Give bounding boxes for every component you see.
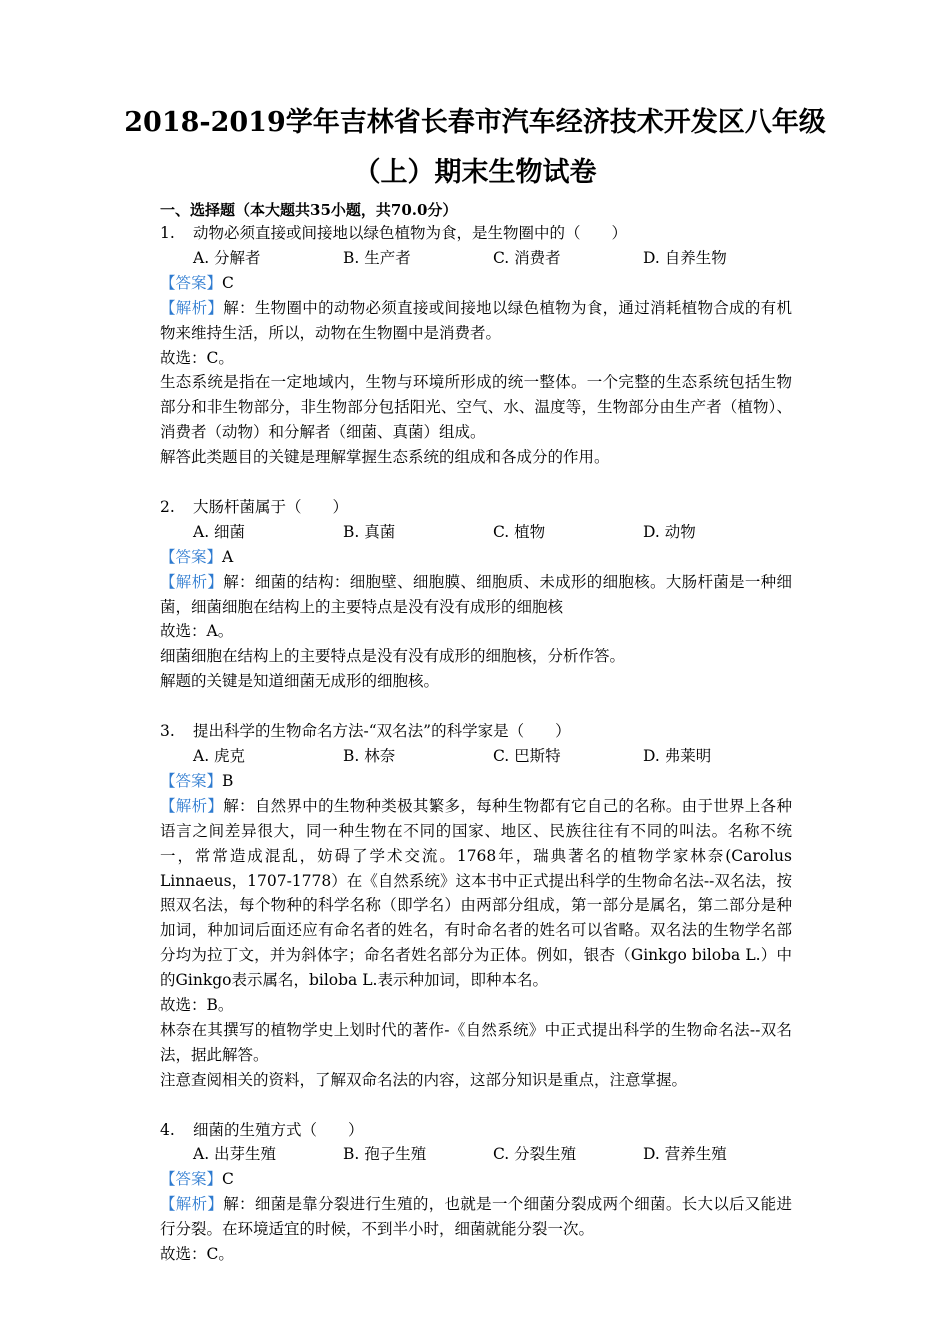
answer-tag: 【答案】 bbox=[160, 273, 223, 292]
answer-option: C. 分裂生殖 bbox=[493, 1145, 577, 1164]
answer-value: B bbox=[222, 771, 234, 790]
section-heading: 一、选择题（本大题共35小题，共70.0分） bbox=[160, 201, 458, 219]
choice-line: 故选：A。 bbox=[160, 622, 234, 641]
analysis-text: 解：细菌是靠分裂进行生殖的，也就是一个细菌分裂成两个细菌。长大以后又能进行分裂。在环境适宜的时候，不到半小时，细菌就能分裂一次。 bbox=[160, 1195, 792, 1239]
note-paragraph: 林奈在其撰写的植物学史上划时代的著作-《自然系统》中正式提出科学的生物命名法--双名法，据此解答。 bbox=[160, 1020, 792, 1064]
answer-option: D. 自养生物 bbox=[643, 248, 727, 267]
answer-option: A. 虎克 bbox=[193, 747, 246, 765]
note-paragraph: 解答此类题目的关键是理解掌握生态系统的组成和各成分的作用。 bbox=[160, 448, 610, 467]
answer-option: A. 细菌 bbox=[193, 522, 246, 541]
answer-option: C. 巴斯特 bbox=[493, 747, 561, 765]
answer-tag: 【答案】 bbox=[160, 1170, 223, 1189]
question-number: 2. bbox=[160, 497, 175, 516]
page-title-line-1: 2018-2019学年吉林省长春市汽车经济技术开发区八年级 bbox=[124, 107, 826, 138]
option-row bbox=[160, 520, 792, 545]
analysis-text: 解：细菌的结构：细胞壁、细胞膜、细胞质、未成形的细胞核。大肠杆菌是一种细菌，细菌细胞在结构上的主要特点是没有没有成形的细胞核 bbox=[160, 572, 792, 616]
question-number: 3. bbox=[160, 722, 175, 741]
note-paragraph: 解题的关键是知道细菌无成形的细胞核。 bbox=[160, 672, 440, 691]
answer-line bbox=[160, 271, 792, 296]
answer-line bbox=[160, 545, 792, 570]
question-text: 细菌的生殖方式（ ） bbox=[193, 1120, 364, 1139]
answer-option: C. 消费者 bbox=[493, 248, 561, 267]
analysis-tag: 【解析】 bbox=[160, 298, 224, 317]
note-paragraph: 注意查阅相关的资料，了解双命名法的内容，这部分知识是重点，注意掌握。 bbox=[160, 1070, 688, 1089]
question-text: 提出科学的生物命名方法-“双名法”的科学家是（ ） bbox=[193, 722, 571, 741]
analysis-line bbox=[160, 296, 792, 346]
note-paragraph: 生态系统是指在一定地域内，生物与环境所形成的统一整体。一个完整的生态系统包括生物部分和非生物部分，非生物部分包括阳光、空气、水、温度等，生物部分由生产者（植物）、消费者（动物）和分解者（细菌、真菌）组成。 bbox=[160, 373, 792, 442]
question-item bbox=[160, 221, 792, 470]
question-stem bbox=[160, 495, 792, 520]
answer-option: D. 动物 bbox=[643, 522, 696, 541]
choice-line: 故选：B。 bbox=[160, 996, 234, 1015]
option-row bbox=[160, 744, 792, 769]
analysis-tag: 【解析】 bbox=[160, 796, 224, 815]
answer-option: A. 出芽生殖 bbox=[193, 1145, 277, 1164]
analysis-line bbox=[160, 794, 792, 993]
analysis-tag: 【解析】 bbox=[160, 572, 224, 591]
option-row bbox=[160, 1142, 792, 1167]
answer-tag: 【答案】 bbox=[160, 547, 223, 566]
answer-line bbox=[160, 769, 792, 794]
analysis-text: 解：生物圈中的动物必须直接或间接地以绿色植物为食，通过消耗植物合成的有机物来维持生活，所以，动物在生物圈中是消费者。 bbox=[160, 298, 792, 342]
answer-option: B. 孢子生殖 bbox=[343, 1145, 427, 1164]
question-text: 动物必须直接或间接地以绿色植物为食，是生物圈中的（ ） bbox=[193, 224, 628, 242]
choice-line: 故选：C。 bbox=[160, 348, 234, 367]
analysis-text: 解：自然界中的生物种类极其繁多，每种生物都有它自己的名称。由于世界上各种语言之间差异很大，同一种生物在不同的国家、地区、民族往往有不同的叫法。名称不统一，常常造成混乱，妨碍了学术交流。1768年，瑞典著名的植物学家林奈(Carolus Linnaeus，1707-1778）在《自然系统》这本书中正式提出科学的生物命名法--双名法，按照双名法，每个物种的科学名称（即学名）由两部分组成，第一部分是属名，第二部分是种加词，种加词后面还应有命名者的姓名，有时命名者的姓名可以省略。双名法的生物学名部分均为拉丁文，并为斜体字；命名者姓名部分为正体。例如，银杏（Ginkgo biloba L.）中的Ginkgo表示属名，biloba L.表示种加词，即种本名。 bbox=[160, 796, 792, 990]
answer-option: A. 分解者 bbox=[193, 248, 261, 267]
question-item bbox=[160, 495, 792, 694]
answer-option: D. 营养生殖 bbox=[643, 1145, 727, 1164]
question-stem bbox=[160, 719, 792, 744]
analysis-line bbox=[160, 570, 792, 620]
question-number: 1. bbox=[160, 224, 175, 242]
answer-option: B. 生产者 bbox=[343, 248, 411, 267]
question-list bbox=[160, 221, 792, 1267]
answer-tag: 【答案】 bbox=[160, 771, 223, 790]
answer-value: C bbox=[222, 273, 234, 292]
page-title-line-2: （上）期末生物试卷 bbox=[353, 157, 597, 188]
option-row bbox=[160, 246, 792, 271]
answer-value: C bbox=[222, 1170, 234, 1189]
question-stem bbox=[160, 1118, 792, 1143]
answer-option: B. 林奈 bbox=[343, 747, 396, 765]
question-stem bbox=[160, 221, 792, 246]
analysis-tag: 【解析】 bbox=[160, 1195, 224, 1214]
question-text: 大肠杆菌属于（ ） bbox=[193, 497, 349, 516]
note-paragraph: 细菌细胞在结构上的主要特点是没有没有成形的细胞核，分析作答。 bbox=[160, 647, 626, 666]
question-item bbox=[160, 1118, 792, 1267]
answer-option: B. 真菌 bbox=[343, 522, 396, 541]
question-number: 4. bbox=[160, 1120, 175, 1139]
answer-option: C. 植物 bbox=[493, 522, 546, 541]
analysis-line bbox=[160, 1192, 792, 1242]
choice-line: 故选：C。 bbox=[160, 1245, 234, 1264]
answer-value: A bbox=[222, 547, 234, 566]
answer-option: D. 弗莱明 bbox=[643, 747, 712, 765]
question-item bbox=[160, 719, 792, 1093]
answer-line bbox=[160, 1167, 792, 1192]
